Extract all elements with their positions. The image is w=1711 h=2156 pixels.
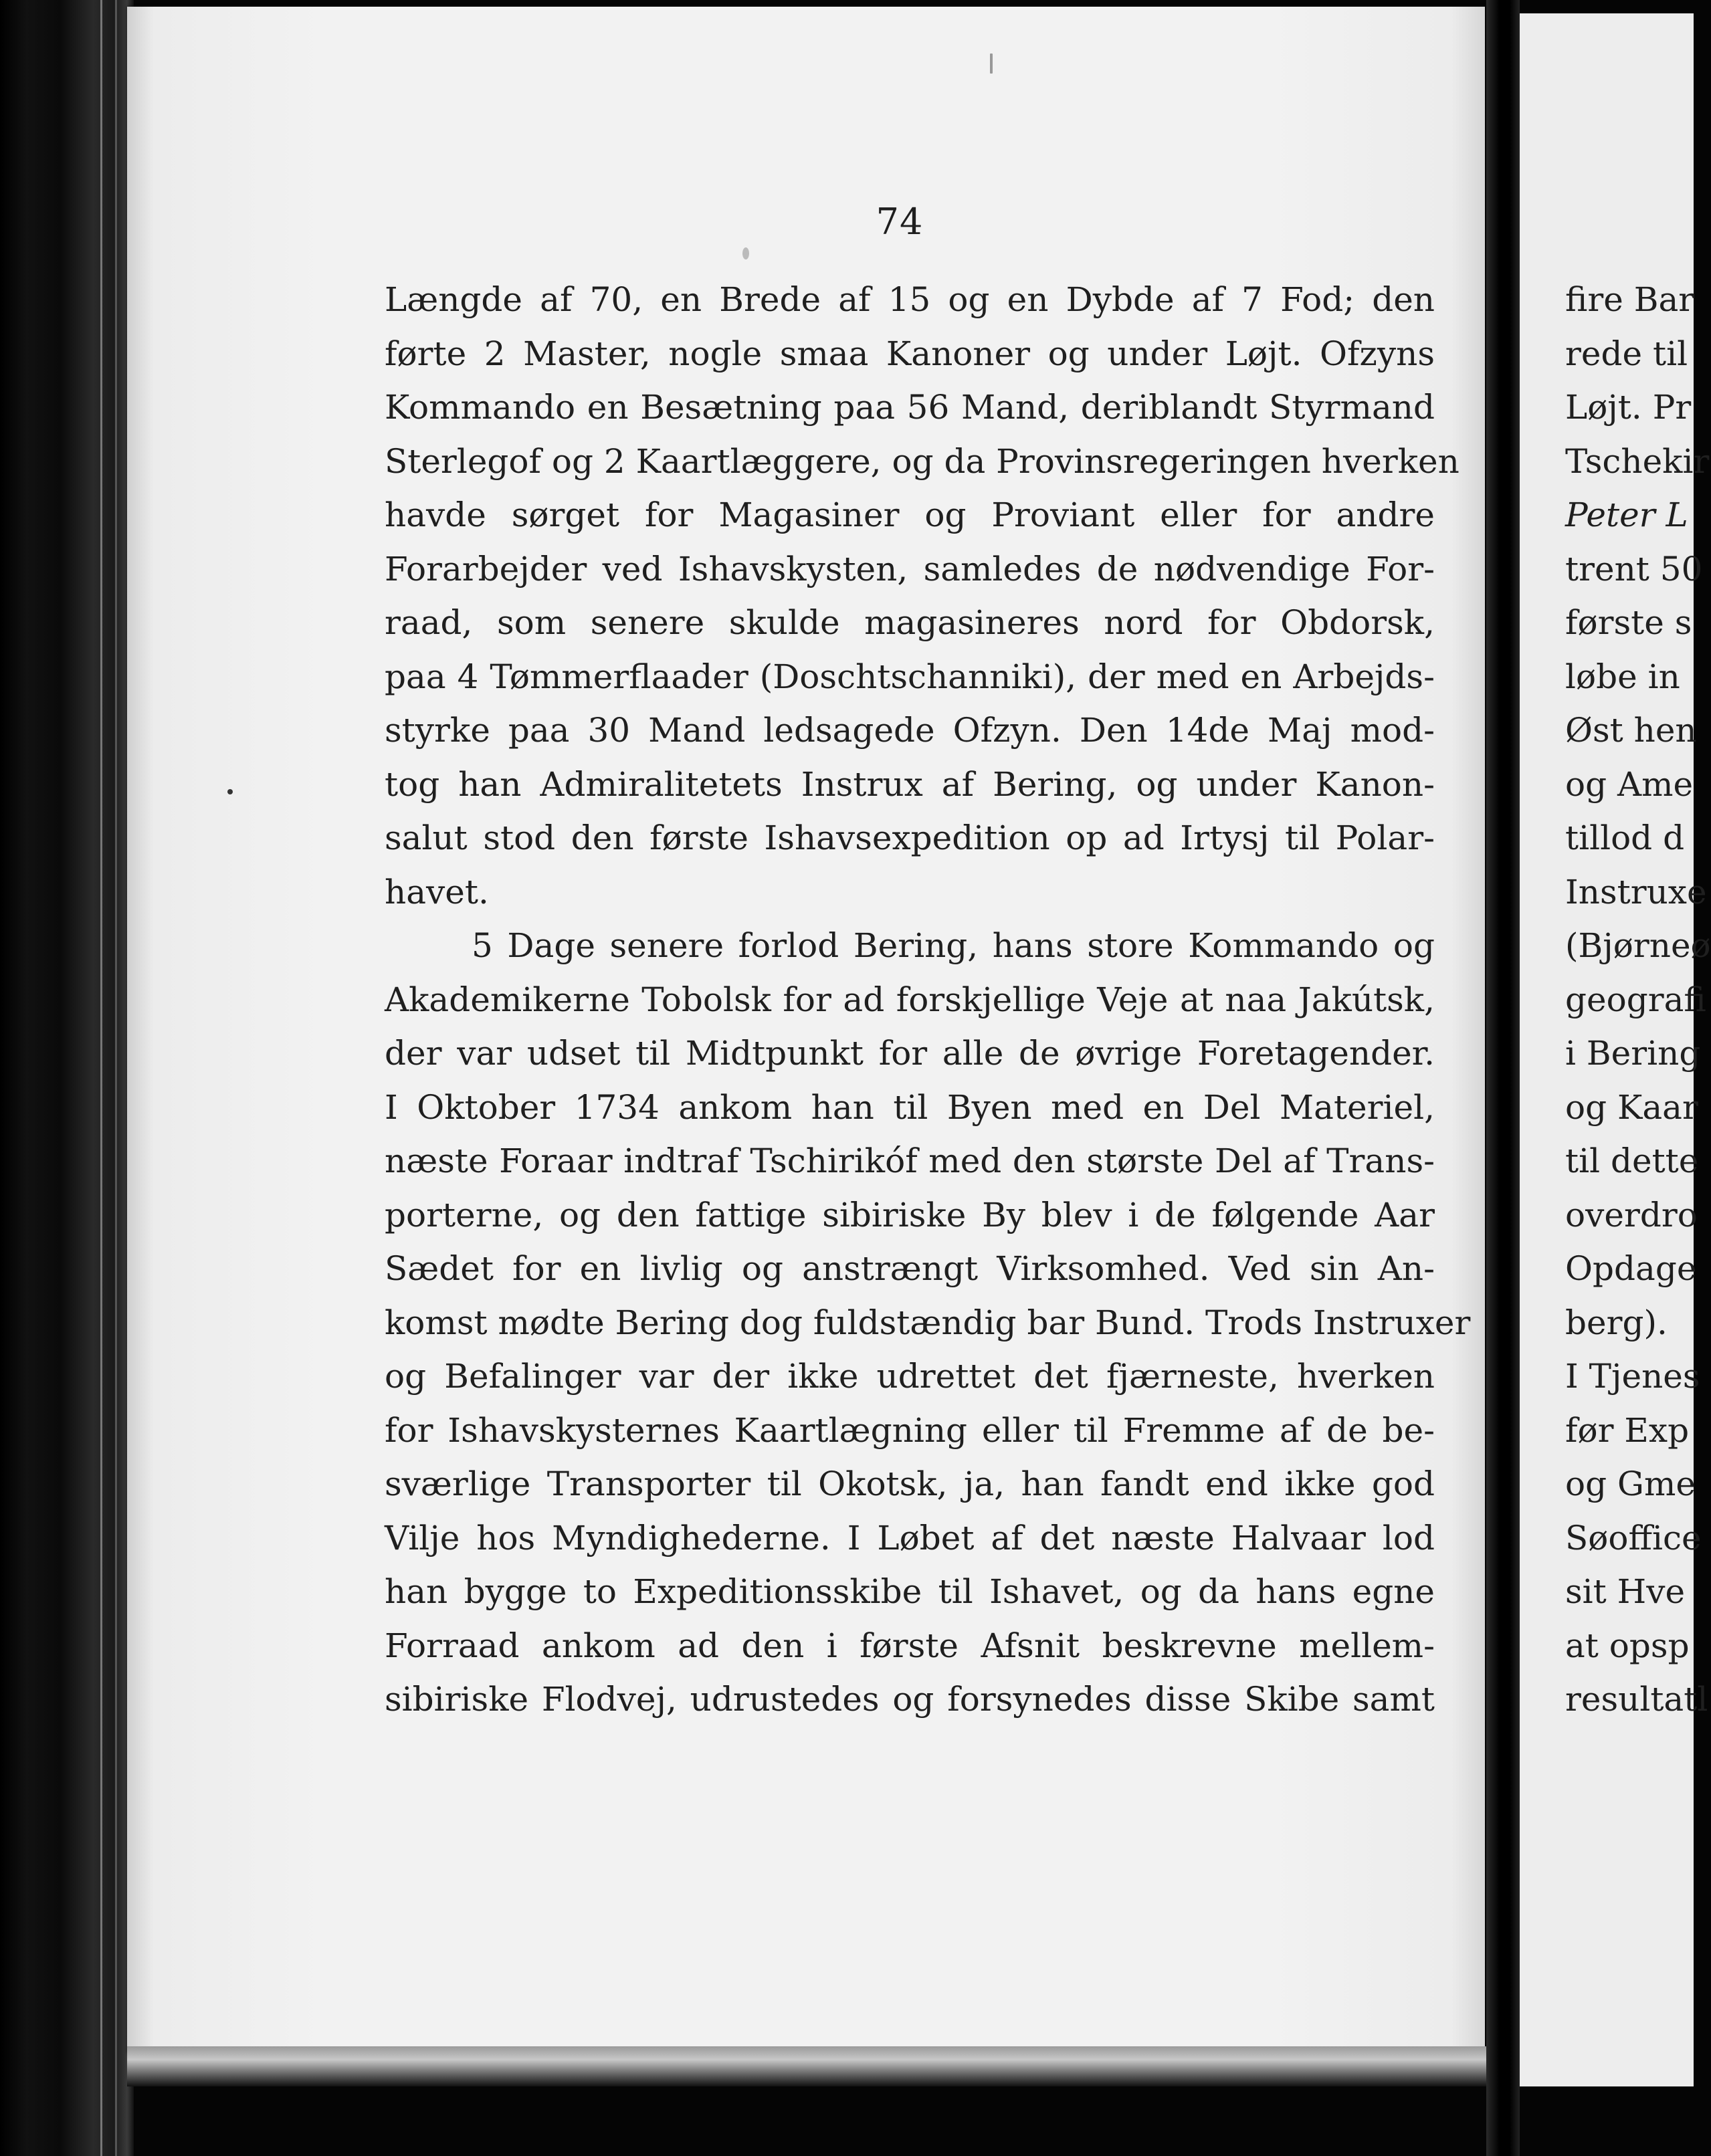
facing-text-line: første s — [1565, 603, 1692, 642]
book-binding-edge — [0, 0, 134, 2156]
book-gutter — [1486, 0, 1520, 2156]
facing-text-line: Søoffice — [1565, 1518, 1702, 1557]
facing-text-line: (Bjørneø — [1565, 926, 1711, 965]
text-line: komst mødte Bering dog fuldstændig bar Bund. Trods Instruxer — [385, 1303, 1471, 1342]
paper-speck — [742, 247, 749, 259]
text-line: Sædet for en livlig og anstrængt Virksomhed. Ved sin An- — [385, 1249, 1435, 1288]
text-line: næste Foraar indtraf Tschirikóf med den største Del af Trans- — [385, 1142, 1435, 1180]
text-line: I Oktober 1734 ankom han til Byen med en Del Materiel, — [385, 1087, 1435, 1127]
text-line: Kommando en Besætning paa 56 Mand, deriblandt Styrmand — [385, 388, 1435, 427]
facing-text-line: og Gme — [1565, 1465, 1696, 1503]
facing-text-line: Peter L — [1565, 496, 1688, 534]
facing-text-line: trent 50 — [1565, 549, 1703, 588]
text-line: Længde af 70, en Brede af 15 og en Dybde af 7 Fod; den — [385, 280, 1435, 319]
text-line: havet. — [385, 872, 489, 911]
page-bottom-edge — [127, 2046, 1492, 2086]
facing-text-line: resultatl — [1565, 1680, 1708, 1719]
facing-text-line: at opsp — [1565, 1626, 1690, 1665]
text-line: salut stod den første Ishavsexpedition op ad Irtysj til Polar- — [385, 819, 1435, 857]
text-line: havde sørget for Magasiner og Proviant eller for andre — [385, 496, 1435, 534]
facing-text-line: og Kaar — [1565, 1087, 1698, 1127]
facing-text-line: sit Hve — [1565, 1572, 1686, 1611]
facing-text-line: Øst hen — [1565, 711, 1697, 750]
facing-text-line: Instruxe — [1565, 872, 1707, 911]
text-line: Vilje hos Myndighederne. I Løbet af det næste Halvaar lod — [385, 1518, 1435, 1557]
facing-text-line: til dette — [1565, 1142, 1699, 1180]
facing-text-line: Tschekir — [1565, 441, 1710, 481]
text-line: han bygge to Expeditionsskibe til Ishavet, og da hans egne — [385, 1572, 1435, 1611]
text-line: for Ishavskysternes Kaartlægning eller til Fremme af de be- — [385, 1410, 1435, 1450]
text-line: der var udset til Midtpunkt for alle de øvrige Foretagender. — [385, 1034, 1435, 1073]
facing-text-line: berg). — [1565, 1303, 1668, 1342]
facing-text-line: tillod d — [1565, 819, 1685, 857]
facing-text-line: før Exp — [1565, 1410, 1690, 1450]
text-line: sibiriske Flodvej, udrustedes og forsynedes disse Skibe samt — [385, 1680, 1435, 1719]
text-line: paa 4 Tømmerflaader (Doschtschanniki), der med en Arbejds- — [385, 657, 1435, 696]
text-line: og Befalinger var der ikke udrettet det fjærneste, hverken — [385, 1357, 1435, 1396]
facing-text-line: Opdage — [1565, 1249, 1697, 1288]
text-line: Akademikerne Tobolsk for ad forskjellige Veje at naa Jakútsk, — [385, 980, 1435, 1019]
page-body-text — [385, 273, 1471, 1727]
page-edge-line — [100, 0, 102, 2156]
text-line: raad, som senere skulde magasineres nord for Obdorsk, — [385, 603, 1435, 642]
text-line: porterne, og den fattige sibiriske By blev i de følgende Aar — [385, 1195, 1435, 1234]
text-line: Forarbejder ved Ishavskysten, samledes de nødvendige For- — [385, 549, 1435, 588]
facing-text-line: geografi — [1565, 980, 1706, 1019]
facing-text-line: overdro — [1565, 1195, 1698, 1234]
page-number: 74 — [876, 201, 924, 243]
paper-speck — [227, 789, 233, 794]
paper-speck — [990, 53, 993, 74]
facing-text-line: i Bering — [1565, 1034, 1701, 1073]
facing-page-text — [1565, 273, 1711, 1727]
facing-text-line: I Tjenes — [1565, 1357, 1700, 1396]
facing-text-line: fire Bar — [1565, 280, 1695, 319]
text-line: sværlige Transporter til Okotsk, ja, han fandt end ikke god — [385, 1465, 1435, 1503]
text-line: Sterlegof og 2 Kaartlæggere, og da Provinsregeringen hverken — [385, 441, 1460, 481]
page-edge-line — [115, 0, 117, 2156]
text-line: 5 Dage senere forlod Bering, hans store Kommando og — [472, 926, 1435, 965]
text-line: Forraad ankom ad den i første Afsnit beskrevne mellem- — [385, 1626, 1435, 1665]
facing-text-line: Løjt. Pr — [1565, 388, 1692, 427]
text-line: førte 2 Master, nogle smaa Kanoner og under Løjt. Ofzyns — [385, 334, 1435, 373]
facing-text-line: løbe in — [1565, 657, 1680, 696]
text-line: tog han Admiralitetets Instrux af Bering, og under Kanon- — [385, 764, 1435, 804]
text-line: styrke paa 30 Mand ledsagede Ofzyn. Den 14de Maj mod- — [385, 711, 1435, 750]
facing-text-line: rede til — [1565, 334, 1688, 373]
facing-text-line: og Ame — [1565, 764, 1694, 804]
